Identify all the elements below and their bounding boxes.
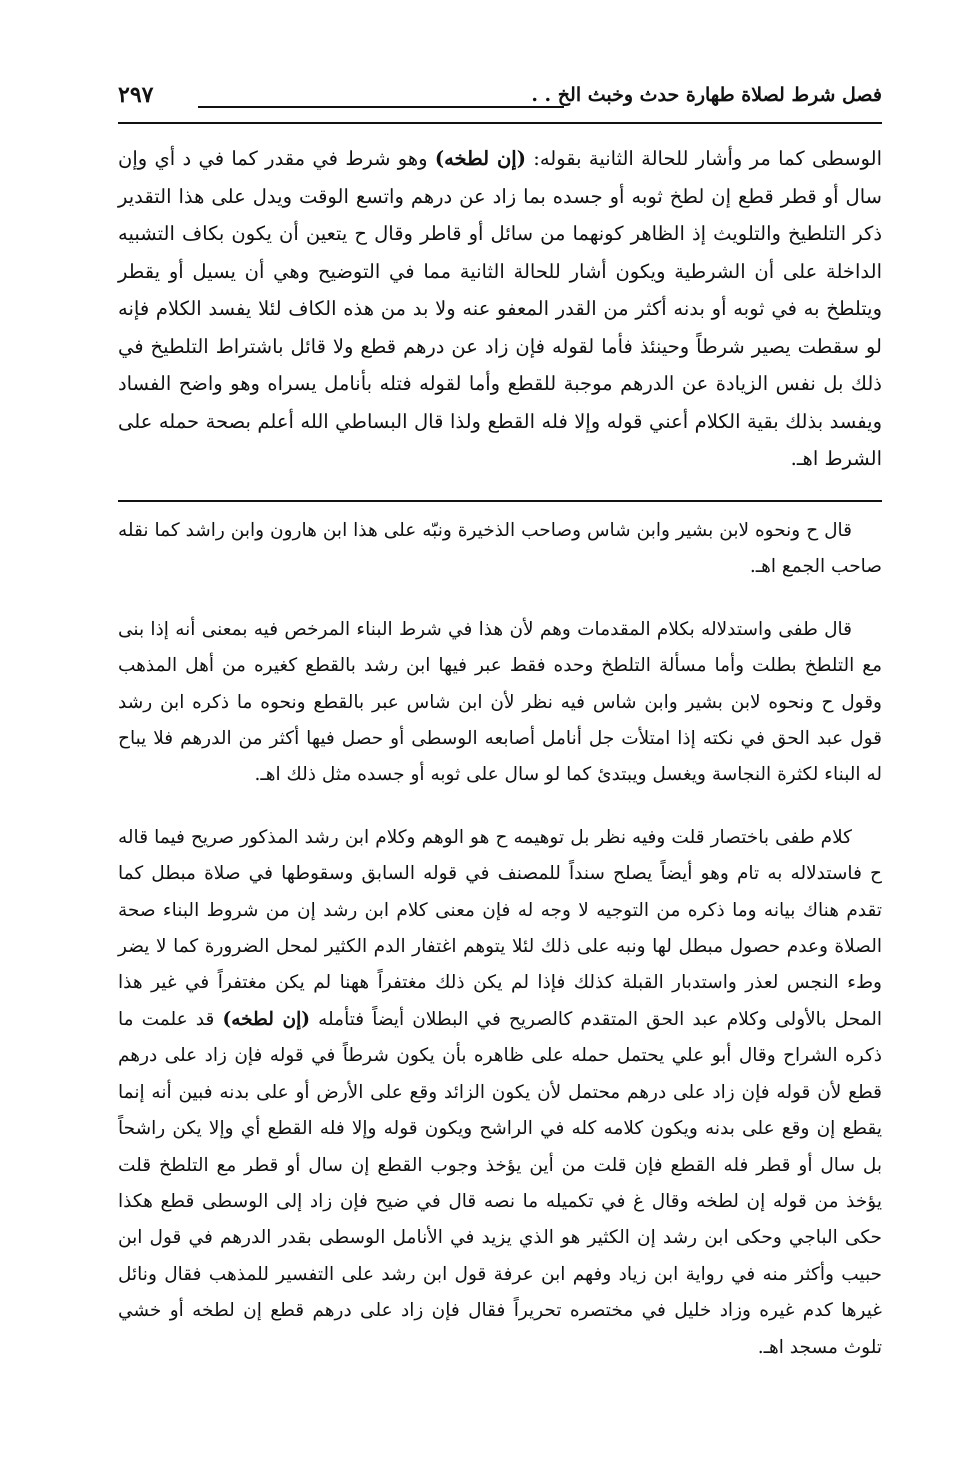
main-text-seg3: وهو شرط في مقدر كما في د أي وإن سال أو قطر قطع إن لطخ ثوبه أو جسده بما زاد عن درهم واتسع الوقت ويدل على هذا التقدير ذكر التلطيخ والتلويث إذ الظاهر كونهما من سائل أو قاطر وقال ح يتعين أن يكون بكاف التشبيه الداخلة على أن الشرطية ويكون أشار للحالة الثانية مما في التوضيح وهي أن يسيل أو يقطر ويتلطخ به في ثوبه أو بدنه أكثر من القدر المعفو عنه ولا بد من هذه الكاف لئلا يفسد الكلام فإنه لو سقطت يصير شرطاً وحينئذ فأما لقوله فإن زاد عن درهم قطع ولا قائل باشتراط التلطيخ في ذلك بل نفس الزيادة عن الدرهم موجبة للقطع وأما لقوله فتله بأنامل يسراه وهو واضح الفساد ويفسد بذلك بقية الكلام أعني قوله وإلا فله القطع ولذا قال البساطي الله أعلم بصحة حمله على الشرط اهـ. [118, 147, 882, 470]
commentary-p3-seg3: قد علمت ما ذكره الشراح وقال أبو علي يحتمل حمله على ظاهره بأن يكون شرطاً في قوله فإن زاد على درهم قطع لأن قوله فإن زاد على درهم محتمل لأن يكون الزائد وقع على الأرض أو على بدنه فبين أنه إنما يقطع إن وقع على بدنه ويكون كلامه كله في الراشح ويكون قوله وإلا فله القطع أي وإلا يكن راشحاً بل سال أو قطر فله القطع فإن قلت من أين يؤخذ وجوب القطع إن سال أو قطر مع التلطخ قلت يؤخذ من قوله إن لطخه وقال غ في تكميله ما نصه قال في ضيح فإن زاد إلى الوسطى قطع هكذا حكى الباجي وحكى ابن رشد إن الكثير هو الذي يزيد في الأنامل الوسطى بقدر الدرهم في قول ابن حبيب وأكثر منه في رواية ابن زياد وفهم ابن عرفة قول ابن رشد على التفسير للمذهب فقال ونائل غيرها كدم غيره وزاد خليل في مختصره تحريراً فقال فإن زاد على درهم قطع إن لطخه أو خشي تلوث مسجد اهـ. [118, 1008, 883, 1358]
page-number: ٢٩٧ [118, 82, 154, 108]
main-text-seg1: الوسطى كما مر وأشار للحالة الثانية بقوله: [525, 147, 882, 170]
commentary-paragraph-1: قال ح ونحوه لابن بشير وابن شاس وصاحب الذخيرة ونبّه على هذا ابن هارون وابن راشد كما نقله صاحب الجمع اهـ. [118, 520, 882, 578]
header-rule [118, 122, 882, 124]
main-text [118, 140, 882, 478]
chapter-title: فصل شرط لصلاة طهارة حدث وخبث الخ . . [531, 84, 882, 106]
main-paragraph [118, 140, 882, 478]
commentary-p3-seg1: كلام طفى باختصار قلت وفيه نظر بل توهيمه ح هو الوهم وكلام ابن رشد المذكور صريح فيما قاله ح فاستدلاله به تام وهو أيضاً يصلح سنداً للمصنف في قوله السابق وسقوطها في صلاة مبطل كما تقدم هناك بيانه وما ذكره من التوجيه لا وجه له فإن معنى كلام ابن رشد إن من شروط البناء صحة الصلاة وعدم حصول مبطل لها ونبه على ذلك لئلا يتوهم اغتفار الدم الكثير لمحل الضرورة كما لا يضر وطء النجس لعذر واستدبار القبلة كذلك فإذا لم يكن ذلك مغتفراً ههنا لم يكن مغتفراً في غير هذا المحل بالأولى وكلام عبد الحق المتقدم كالصريح في البطلان أيضاً فتأمله [118, 826, 882, 1030]
commentary-paragraph-2: قال طفى واستدلاله بكلام المقدمات وهم لأن هذا في شرط البناء المرخص فيه بمعنى أنه إذا بنى مع التلطخ بطلت وأما مسألة التلطخ وحده فقط عبر فيها ابن رشد بالقطع كغيره من أهل المذهب وقول ح ونحوه لابن بشير وابن شاس فيه نظر لأن ابن شاس عبر بالقطع ونحوه ما ذكره ابن رشد قول عبد الحق في نكته إذا امتلأت جل أنامل أصابعه الوسطى أو حصل فيها أكثر من الدرهم فلا يباح له البناء لكثرة النجاسة ويغسل ويبتدئ كما لو سال على ثوبه أو جسده مثل ذلك اهـ. [118, 618, 882, 786]
commentary [118, 513, 882, 1366]
matn-quote-2: (إن لطخه) [222, 1008, 311, 1030]
footnote-separator [118, 500, 882, 502]
matn-quote: (إن لطخه) [434, 147, 526, 170]
commentary-paragraph-3 [118, 820, 882, 1366]
running-header [118, 84, 882, 120]
header-line [198, 106, 564, 108]
